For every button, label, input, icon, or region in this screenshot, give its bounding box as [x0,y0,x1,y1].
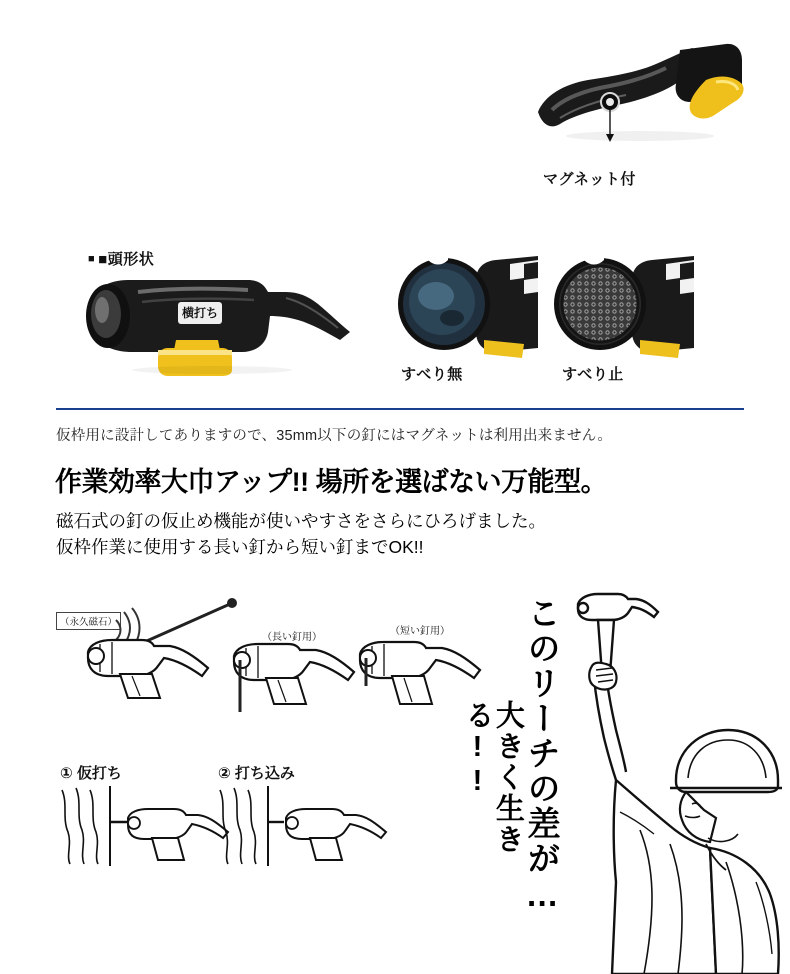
head-shape-label: ■ ■頭形状 [88,248,154,269]
face-grip-caption: すべり止 [562,366,624,383]
note-text: 仮枠用に設計してありますので、35mm以下の釘にはマグネットは利用出来ません。 [56,428,613,444]
svg-text:横打ち: 横打ち [181,306,219,320]
photo-head-shape [72,258,362,378]
magnet-tag: （永久磁石） [56,612,121,630]
catch-right: このリーチの差が… [523,596,561,915]
photo-magnet-hammer [530,40,750,150]
step-1-label: ① 仮打ち [60,765,122,782]
photo-face-grip [548,252,698,364]
diagram-step-1 [56,786,236,866]
long-nail-tag: （長い釘用） [262,632,322,643]
headline: 作業効率大巾アップ!! 場所を選ばない万能型。 [55,467,608,497]
copy-line-2: 仮枠作業に使用する長い釘から短い釘までOK!! [56,537,424,557]
magnet-caption: マグネット付 [543,171,636,188]
divider [56,408,744,410]
copy-line-1: 磁石式の釘の仮止め機能が使いやすさをさらにひろげました。 [56,511,546,531]
photo-face-plain [392,252,542,364]
diagram-hammer-short-nail [346,614,506,714]
step-2-label: ② 打ち込み [218,765,295,782]
face-plain-caption: すべり無 [401,366,463,383]
catch-left: 大きく生きる!! [461,700,524,855]
short-nail-tag: （短い釘用） [390,626,450,637]
diagram-step-2 [214,786,394,866]
